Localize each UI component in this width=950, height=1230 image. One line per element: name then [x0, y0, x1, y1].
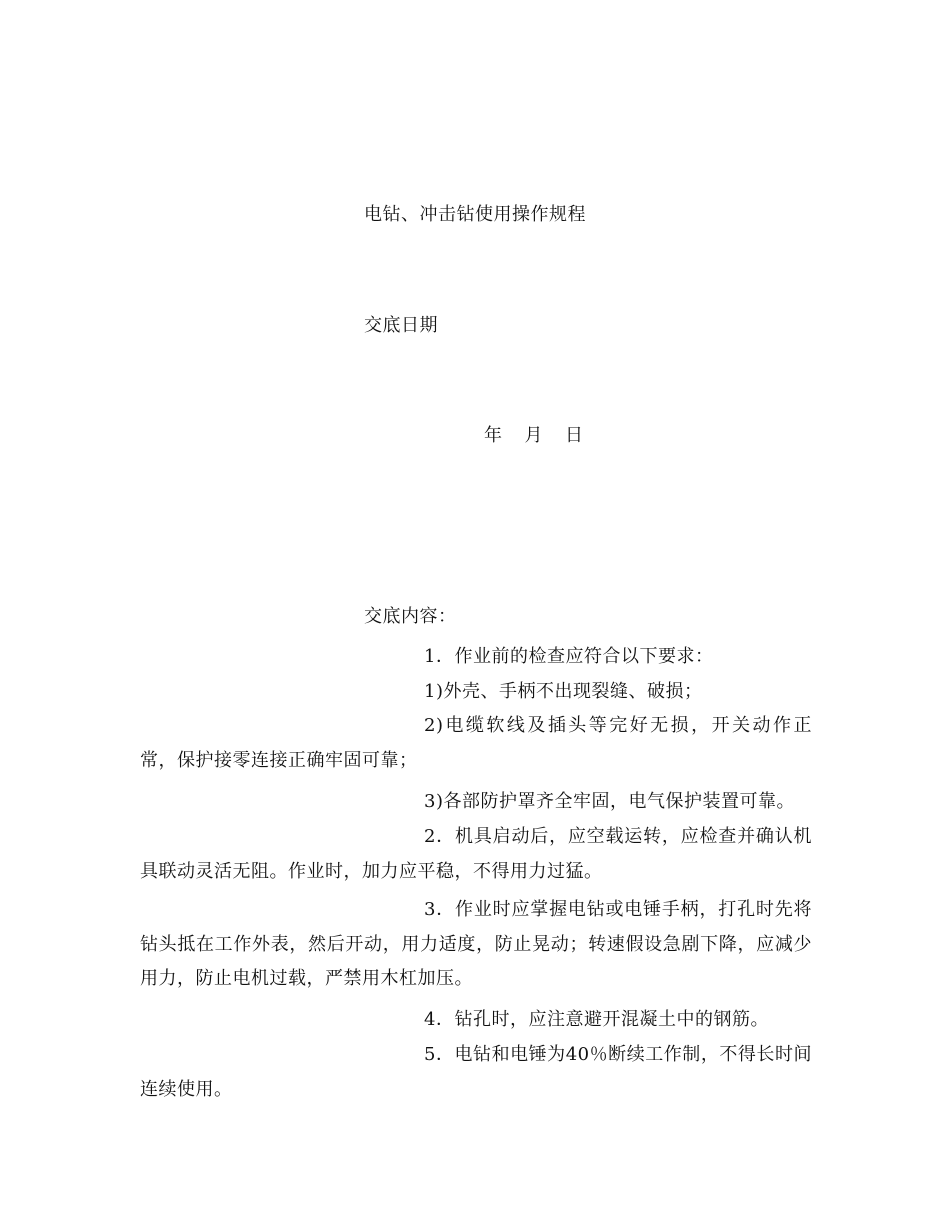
paragraph-item-3: 3．作业时应掌握电钻或电锤手柄，打孔时先将钻头抵在工作外表，然后开动，用力适度，防止晃动；转速假设急剧下降，应减少用力，防止电机过载，严禁用木杠加压。: [140, 899, 812, 989]
document-title: 电钻、冲击钻使用操作规程: [364, 204, 586, 225]
paragraph-item-5: 5．电钻和电锤为40％断续工作制，不得长时间连续使用。: [140, 1044, 812, 1100]
date-line: [484, 424, 584, 448]
paragraph-subitem-3: 3)各部防护罩齐全牢固，电气保护装置可靠。: [424, 791, 795, 812]
date-month: 月: [524, 425, 543, 446]
date-label: 交底日期: [364, 315, 438, 336]
date-year: 年: [484, 425, 503, 446]
content-label: 交底内容：: [364, 606, 457, 627]
paragraph-subitem-1: 1)外壳、手柄不出现裂缝、破损；: [424, 681, 703, 702]
paragraph-item-1: 1．作业前的检查应符合以下要求：: [424, 646, 714, 667]
paragraph-item-2: 2．机具启动后，应空载运转，应检查并确认机具联动灵活无阻。作业时，加力应平稳，不得用力过猛。: [140, 826, 812, 882]
paragraph-subitem-2: 2)电缆软线及插头等完好无损，开关动作正常，保护接零连接正确牢固可靠；: [140, 715, 812, 771]
date-day: 日: [565, 425, 584, 446]
paragraph-item-4: 4．钻孔时，应注意避开混凝土中的钢筋。: [424, 1009, 769, 1030]
